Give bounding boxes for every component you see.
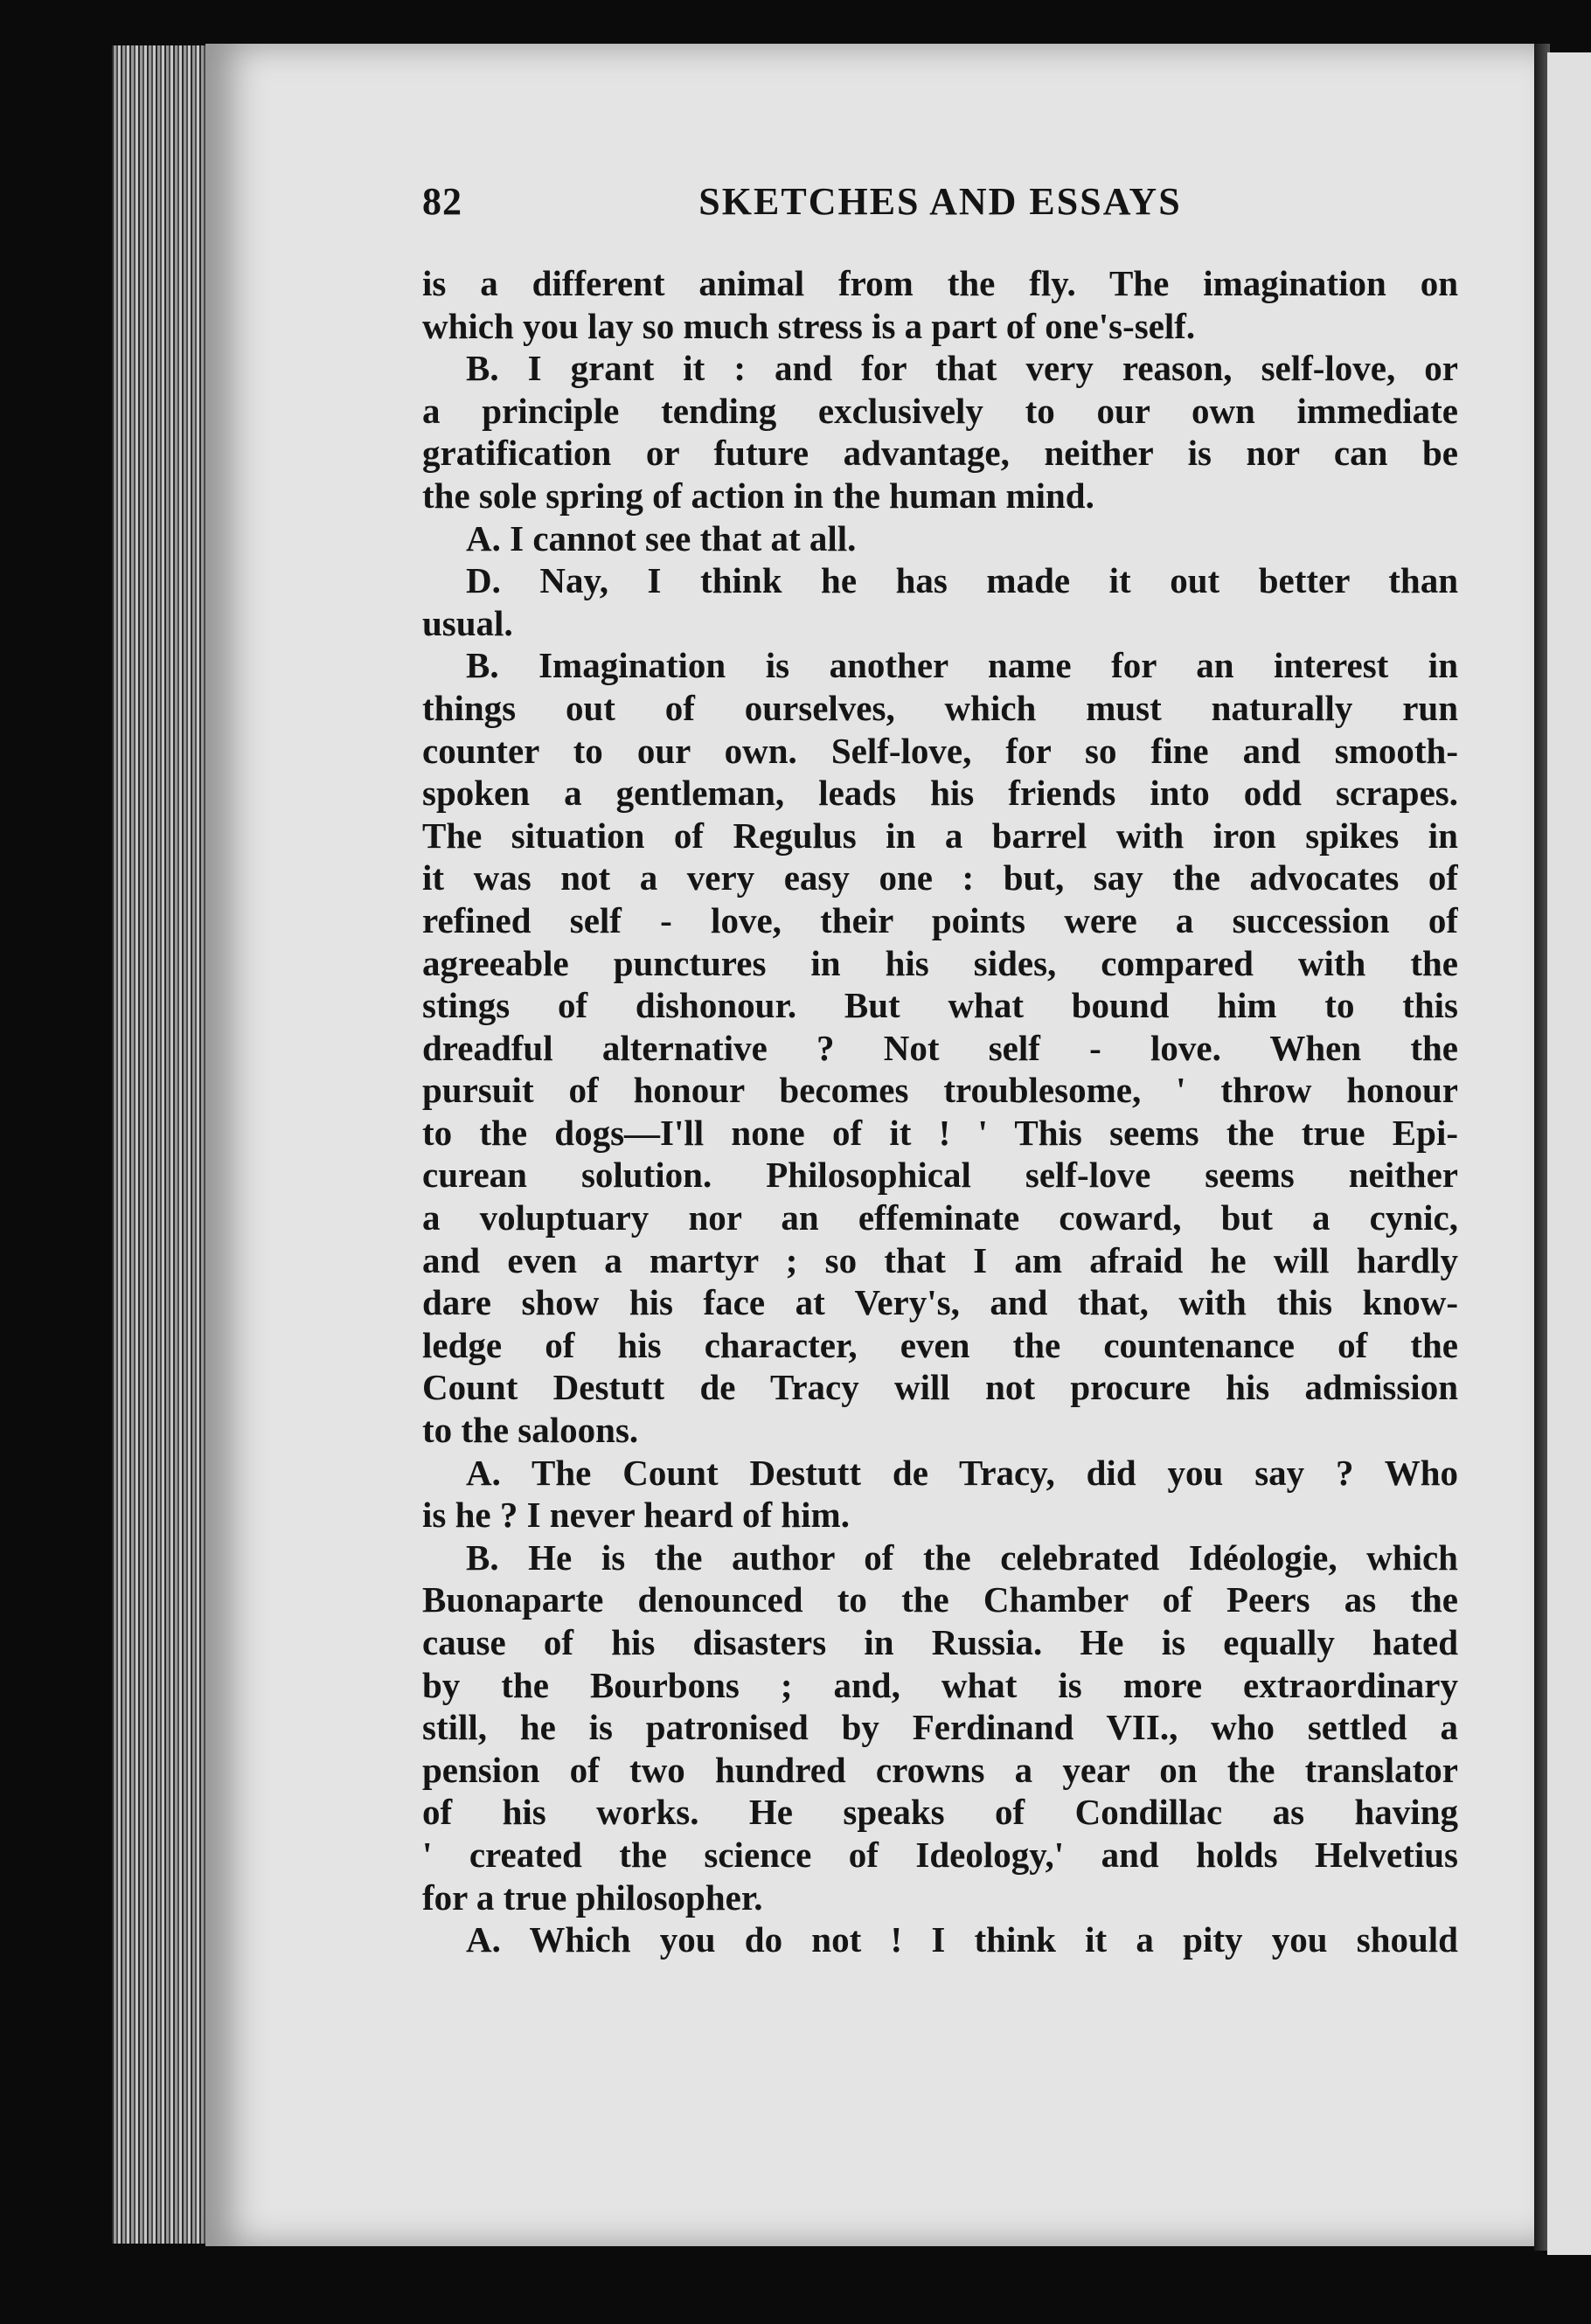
page-number: 82 — [422, 180, 462, 223]
text-line: by the Bourbons ; and, what is more extraordinary — [422, 1664, 1458, 1705]
text-line: Count Destutt de Tracy will not procure his admission — [422, 1367, 1458, 1408]
text-line: it was not a very easy one : but, say the advocates of — [422, 857, 1458, 898]
page-edges — [112, 45, 217, 2244]
text-line: agreeable punctures in his sides, compared with the — [422, 942, 1458, 983]
text-line: pursuit of honour becomes troublesome, ' throw honour — [422, 1070, 1458, 1111]
text-line: things out of ourselves, which must naturally run — [422, 687, 1458, 728]
text-line: refined self - love, their points were a succession of — [422, 899, 1458, 940]
text-line: to the dogs—I'll none of it ! ' This seems the true Epi- — [422, 1112, 1458, 1153]
text-line: and even a martyr ; so that I am afraid he will hardly — [422, 1239, 1458, 1280]
text-line: cause of his disasters in Russia. He is equally hated — [422, 1622, 1458, 1662]
text-line: The situation of Regulus in a barrel with iron spikes in — [422, 815, 1458, 856]
text-line: for a true philosopher. — [422, 1877, 763, 1918]
text-line: a voluptuary nor an effeminate coward, but a cynic, — [422, 1197, 1458, 1238]
text-line: B. I grant it : and for that very reason, self-love, or — [466, 348, 1458, 389]
text-line: Buonaparte denounced to the Chamber of Peers as the — [422, 1579, 1458, 1620]
next-page-edge — [1547, 52, 1591, 2255]
text-line: stings of dishonour. But what bound him to this — [422, 985, 1458, 1026]
text-line: the sole spring of action in the human mind. — [422, 475, 1094, 516]
text-line: still, he is patronised by Ferdinand VII., who settled a — [422, 1707, 1458, 1748]
text-line: spoken a gentleman, leads his friends into odd scrapes. — [422, 773, 1458, 814]
text-line: ledge of his character, even the countenance of the — [422, 1324, 1458, 1365]
text-line: curean solution. Philosophical self-love seems neither — [422, 1155, 1458, 1196]
text-line: ' created the science of Ideology,' and holds Helvetius — [422, 1834, 1458, 1875]
running-title: SKETCHES AND ESSAYS — [698, 180, 1182, 223]
running-head — [422, 179, 1458, 232]
text-line: usual. — [422, 602, 513, 643]
text-line: dare show his face at Very's, and that, with this know- — [422, 1282, 1458, 1323]
text-line: is he ? I never heard of him. — [422, 1495, 850, 1536]
text-line: to the saloons. — [422, 1410, 639, 1451]
text-line: A. Which you do not ! I think it a pity you should — [466, 1919, 1458, 1960]
text-line: which you lay so much stress is a part of one's-self. — [422, 305, 1196, 346]
text-line: A. I cannot see that at all. — [466, 517, 857, 558]
text-line: dreadful alternative ? Not self - love. When the — [422, 1027, 1458, 1068]
text-line: gratification or future advantage, neither is nor can be — [422, 433, 1458, 474]
text-line: B. Imagination is another name for an interest in — [466, 645, 1458, 686]
text-line: D. Nay, I think he has made it out better than — [466, 560, 1458, 601]
text-line: pension of two hundred crowns a year on the translator — [422, 1749, 1458, 1790]
text-line: A. The Count Destutt de Tracy, did you say ? Who — [466, 1452, 1458, 1493]
text-line: counter to our own. Self-love, for so fine and smooth- — [422, 730, 1458, 771]
text-line: B. He is the author of the celebrated Idéologie, which — [466, 1537, 1458, 1578]
text-line: is a different animal from the fly. The imagination on — [422, 263, 1458, 303]
text-line: of his works. He speaks of Condillac as having — [422, 1792, 1458, 1833]
body-text — [422, 262, 1458, 1961]
text-line: a principle tending exclusively to our own immediate — [422, 390, 1458, 431]
